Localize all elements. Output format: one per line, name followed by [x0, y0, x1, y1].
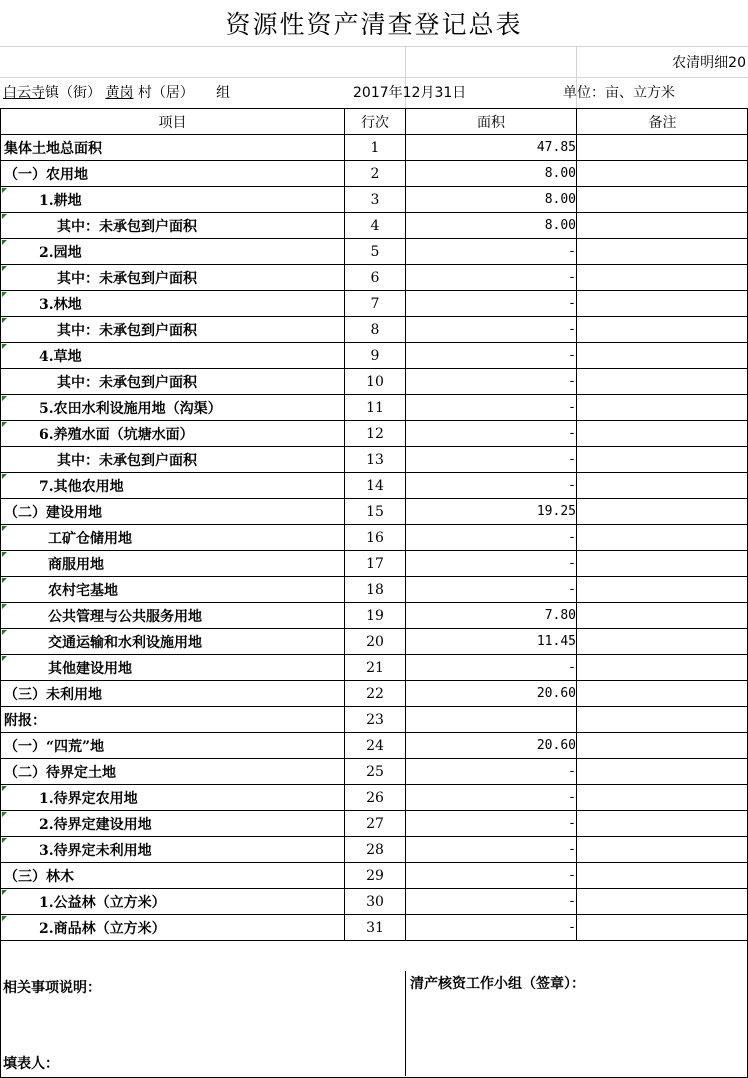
row-number-cell: 29 — [345, 863, 406, 889]
row-number-cell: 28 — [345, 837, 406, 863]
row-area-cell: - — [406, 837, 577, 863]
row-number-cell: 12 — [345, 421, 406, 447]
row-number-cell: 14 — [345, 473, 406, 499]
row-number-cell: 10 — [345, 369, 406, 395]
row-item-cell: 5.农田水利设施用地（沟渠） — [1, 395, 345, 421]
row-area-cell: - — [406, 343, 577, 369]
row-area-cell: 20.60 — [406, 733, 577, 759]
notes-label: 相关事项说明： — [3, 980, 101, 996]
row-area-cell: - — [406, 447, 577, 473]
row-area-cell: 20.60 — [406, 681, 577, 707]
row-item-cell: 其中：未承包到户面积 — [1, 213, 345, 239]
row-number-cell: 4 — [345, 213, 406, 239]
row-area-cell: 8.00 — [406, 161, 577, 187]
row-item-cell: （二）建设用地 — [1, 499, 345, 525]
location-field — [3, 81, 230, 105]
row-item-cell: 6.养殖水面（坑塘水面） — [1, 421, 345, 447]
town-name: 白云寺 — [3, 85, 45, 101]
row-item-cell: 1.公益林（立方米） — [1, 889, 345, 915]
row-area-cell: 11.45 — [406, 629, 577, 655]
row-number-cell: 24 — [345, 733, 406, 759]
row-number-cell: 5 — [345, 239, 406, 265]
row-number-cell: 11 — [345, 395, 406, 421]
row-area-cell: - — [406, 785, 577, 811]
row-item-cell: 其中：未承包到户面积 — [1, 447, 345, 473]
row-number-cell: 17 — [345, 551, 406, 577]
village-suffix: 村（居） — [137, 85, 194, 101]
row-area-cell: - — [406, 655, 577, 681]
row-number-cell: 18 — [345, 577, 406, 603]
row-number-cell: 6 — [345, 265, 406, 291]
row-area-cell: 8.00 — [406, 213, 577, 239]
row-number-cell: 15 — [345, 499, 406, 525]
row-area-cell: - — [406, 863, 577, 889]
row-number-cell: 30 — [345, 889, 406, 915]
row-area-cell: - — [406, 291, 577, 317]
row-area-cell: - — [406, 915, 577, 941]
row-item-cell: 1.待界定农用地 — [1, 785, 345, 811]
row-area-cell: - — [406, 317, 577, 343]
report-date: 2017年12月31日 — [353, 85, 467, 101]
row-number-cell: 19 — [345, 603, 406, 629]
column-header-area: 面积 — [406, 109, 577, 135]
row-area-cell: - — [406, 889, 577, 915]
row-item-cell: 附报： — [1, 707, 345, 733]
column-header-note: 备注 — [577, 109, 748, 135]
work-team-signature-label: 清产核资工作小组（签章）： — [410, 976, 585, 992]
row-area-cell: - — [406, 265, 577, 291]
row-number-cell: 22 — [345, 681, 406, 707]
row-area-cell: - — [406, 369, 577, 395]
sheet-gridline — [0, 46, 748, 47]
column-header-row-no: 行次 — [345, 109, 406, 135]
sheet-gridline — [0, 77, 748, 78]
table-outer-border — [0, 108, 748, 1078]
row-area-cell: - — [406, 811, 577, 837]
row-item-cell: 其中：未承包到户面积 — [1, 265, 345, 291]
row-number-cell: 31 — [345, 915, 406, 941]
form-title: 资源性资产清查登记总表 — [225, 10, 523, 39]
row-area-cell: 7.80 — [406, 603, 577, 629]
row-area-cell: 47.85 — [406, 135, 577, 161]
row-item-cell: 2.待界定建设用地 — [1, 811, 345, 837]
row-item-cell: 农村宅基地 — [1, 577, 345, 603]
row-item-cell: 1.耕地 — [1, 187, 345, 213]
row-area-cell: - — [406, 421, 577, 447]
row-area-cell: - — [406, 395, 577, 421]
group-suffix: 组 — [216, 85, 231, 101]
row-item-cell: 2.商品林（立方米） — [1, 915, 345, 941]
row-item-cell: 集体土地总面积 — [1, 135, 345, 161]
row-item-cell: 其中：未承包到户面积 — [1, 317, 345, 343]
row-item-cell: 7.其他农用地 — [1, 473, 345, 499]
row-number-cell: 13 — [345, 447, 406, 473]
unit-label: 单位：亩、立方米 — [563, 85, 675, 101]
row-number-cell: 3 — [345, 187, 406, 213]
row-item-cell: （二）待界定土地 — [1, 759, 345, 785]
row-number-cell: 1 — [345, 135, 406, 161]
row-item-cell: （一）“四荒”地 — [1, 733, 345, 759]
row-item-cell: 其中：未承包到户面积 — [1, 369, 345, 395]
row-area-cell: - — [406, 473, 577, 499]
row-area-cell: 19.25 — [406, 499, 577, 525]
row-item-cell: 2.园地 — [1, 239, 345, 265]
row-item-cell: 其他建设用地 — [1, 655, 345, 681]
row-item-cell: 交通运输和水利设施用地 — [1, 629, 345, 655]
row-area-cell: 8.00 — [406, 187, 577, 213]
row-area-cell: - — [406, 551, 577, 577]
row-number-cell: 20 — [345, 629, 406, 655]
row-item-cell: 3.待界定未利用地 — [1, 837, 345, 863]
row-item-cell: （一）农用地 — [1, 161, 345, 187]
row-area-cell: - — [406, 239, 577, 265]
town-suffix: 镇（街） — [45, 85, 101, 101]
row-number-cell: 26 — [345, 785, 406, 811]
row-area-cell: - — [406, 759, 577, 785]
row-number-cell: 16 — [345, 525, 406, 551]
form-code: 农清明细20 — [672, 55, 746, 71]
row-item-cell: （三）未利用地 — [1, 681, 345, 707]
village-name: 黄岗 — [105, 85, 134, 101]
row-number-cell: 21 — [345, 655, 406, 681]
row-item-cell: 4.草地 — [1, 343, 345, 369]
row-area-cell: - — [406, 577, 577, 603]
row-item-cell: 商服用地 — [1, 551, 345, 577]
row-item-cell: 3.林地 — [1, 291, 345, 317]
row-item-cell: （三）林木 — [1, 863, 345, 889]
row-number-cell: 23 — [345, 707, 406, 733]
column-header-item: 项目 — [1, 109, 345, 135]
row-number-cell: 25 — [345, 759, 406, 785]
row-number-cell: 8 — [345, 317, 406, 343]
row-item-cell: 工矿仓储用地 — [1, 525, 345, 551]
row-number-cell: 7 — [345, 291, 406, 317]
row-number-cell: 9 — [345, 343, 406, 369]
row-item-cell: 公共管理与公共服务用地 — [1, 603, 345, 629]
row-area-cell: - — [406, 525, 577, 551]
row-number-cell: 27 — [345, 811, 406, 837]
filler-label: 填表人： — [3, 1056, 59, 1072]
row-number-cell: 2 — [345, 161, 406, 187]
